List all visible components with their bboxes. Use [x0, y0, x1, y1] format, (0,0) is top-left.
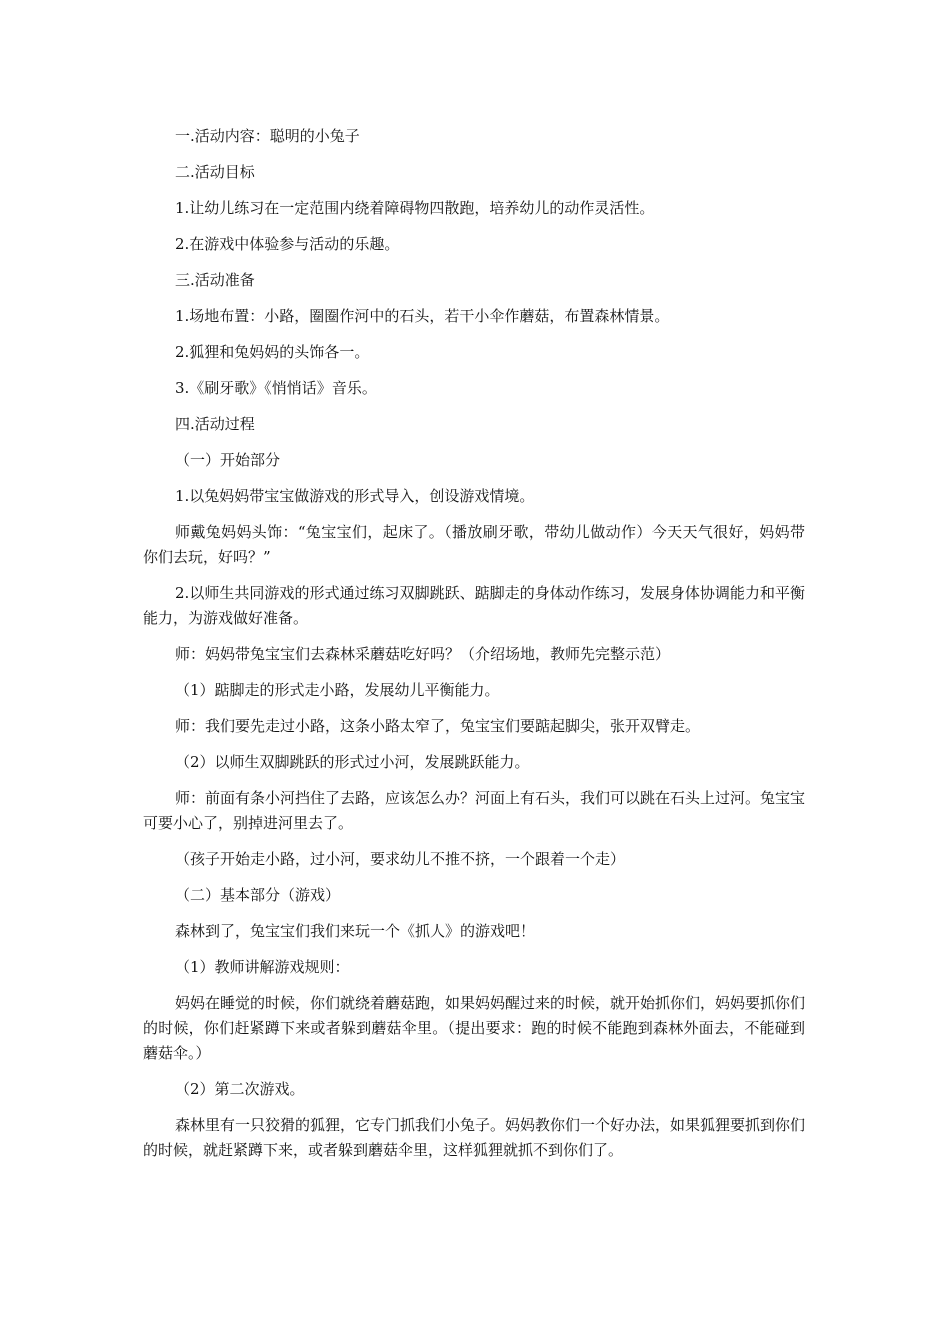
paragraph: （1）教师讲解游戏规则： [175, 958, 350, 976]
paragraph: （孩子开始走小路，过小河，要求幼儿不推不挤，一个跟着一个走） [175, 850, 626, 868]
goal-item-1: 1.让幼儿练习在一定范围内绕着障碍物四散跑，培养幼儿的动作灵活性。 [175, 199, 655, 217]
preparation-item-3: 3.《刷牙歌》《悄悄话》音乐。 [175, 379, 377, 397]
paragraph: （2）以师生双脚跳跃的形式过小河，发展跳跃能力。 [175, 753, 530, 771]
section-heading-process: 四.活动过程 [175, 415, 255, 433]
preparation-item-2: 2.狐狸和兔妈妈的头饰各一。 [175, 343, 370, 361]
document-body [143, 124, 805, 1174]
section-heading-activity-content: 一.活动内容：聪明的小兔子 [175, 127, 360, 145]
paragraph: 森林到了，兔宝宝们我们来玩一个《抓人》的游戏吧！ [175, 922, 536, 940]
paragraph: 师：我们要先走过小路，这条小路太窄了，兔宝宝们要踮起脚尖，张开双臂走。 [175, 717, 701, 735]
paragraph: （2）第二次游戏。 [175, 1080, 305, 1098]
preparation-item-1: 1.场地布置：小路，圈圈作河中的石头，若干小伞作蘑菇，布置森林情景。 [175, 307, 670, 325]
section-heading-activity-goals: 二.活动目标 [175, 163, 255, 181]
paragraph: 森林里有一只狡猾的狐狸，它专门抓我们小兔子。妈妈教你们一个好办法，如果狐狸要抓到你们的时候，就赶紧蹲下来，或者躲到蘑菇伞里，这样狐狸就抓不到你们了。 [143, 1116, 806, 1159]
goal-item-2: 2.在游戏中体验参与活动的乐趣。 [175, 235, 400, 253]
paragraph: 师：妈妈带兔宝宝们去森林采蘑菇吃好吗？（介绍场地，教师先完整示范） [175, 645, 671, 663]
paragraph: 师戴兔妈妈头饰：“兔宝宝们，起床了。（播放刷牙歌，带幼儿做动作）今天天气很好，妈妈带你们去玩，好吗？” [143, 523, 805, 566]
paragraph: 1.以兔妈妈带宝宝做游戏的形式导入，创设游戏情境。 [175, 487, 535, 505]
paragraph: （1）踮脚走的形式走小路，发展幼儿平衡能力。 [175, 681, 500, 699]
subheading-opening: （一）开始部分 [175, 451, 281, 469]
paragraph: 2.以师生共同游戏的形式通过练习双脚跳跃、踮脚走的身体动作练习，发展身体协调能力和平衡能力，为游戏做好准备。 [143, 584, 805, 627]
paragraph: 师：前面有条小河挡住了去路，应该怎么办？河面上有石头，我们可以跳在石头上过河。兔宝宝可要小心了，别掉进河里去了。 [143, 789, 806, 832]
subheading-basic-part: （二）基本部分（游戏） [175, 886, 341, 904]
section-heading-preparation: 三.活动准备 [175, 271, 255, 289]
paragraph: 妈妈在睡觉的时候，你们就绕着蘑菇跑，如果妈妈醒过来的时候，就开始抓你们，妈妈要抓你们的时候，你们赶紧蹲下来或者躲到蘑菇伞里。（提出要求：跑的时候不能跑到森林外面去，不能碰到蘑菇伞。） [143, 994, 806, 1062]
